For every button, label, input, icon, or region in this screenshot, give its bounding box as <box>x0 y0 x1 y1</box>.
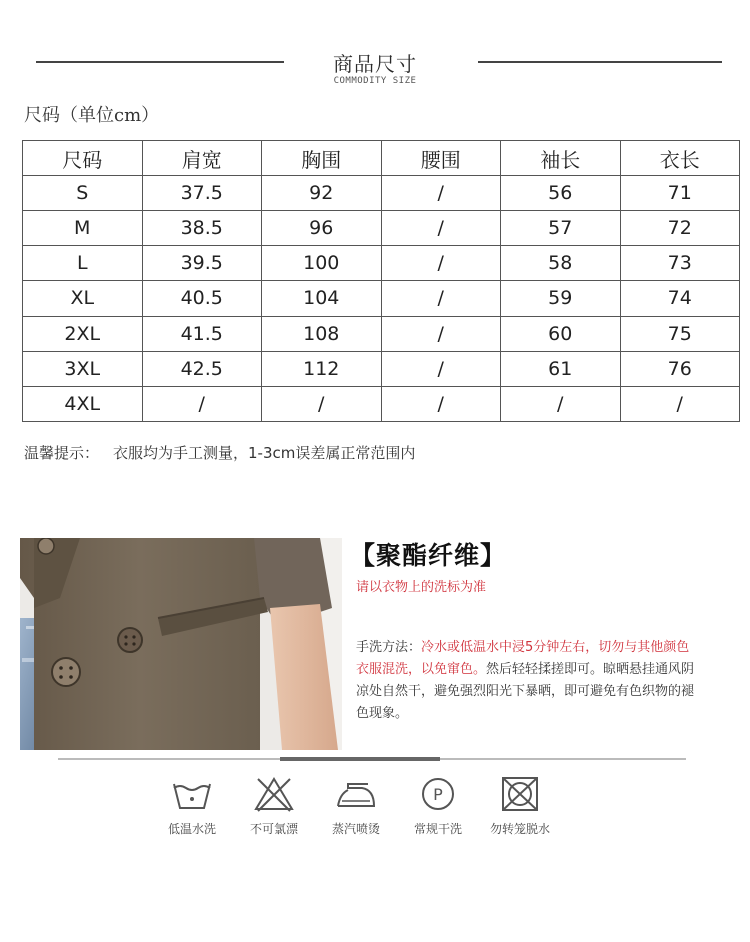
measurement-cell: / <box>142 386 262 421</box>
measurement-cell: 38.5 <box>142 211 262 246</box>
column-header: 胸围 <box>262 141 382 176</box>
care-item-low-temp-wash <box>150 776 234 837</box>
table-row <box>23 246 740 281</box>
column-header: 尺码 <box>23 141 143 176</box>
wash-label: 手洗方法： <box>356 640 422 655</box>
table-row <box>23 316 740 351</box>
measurement-cell: / <box>501 386 621 421</box>
size-label-cell: L <box>23 246 143 281</box>
measurement-cell: 104 <box>262 281 382 316</box>
care-item-no-bleach <box>232 776 316 837</box>
care-label: 蒸汽喷烫 <box>331 822 380 836</box>
measurement-cell: 57 <box>501 211 621 246</box>
measurement-cell: 37.5 <box>142 176 262 211</box>
measurement-tip <box>24 442 415 463</box>
wash-warning: 冷水或低温水中浸5分钟左右，切勿与其他颜色衣服混洗，以免窜色。 <box>356 640 690 677</box>
measurement-cell: / <box>381 176 501 211</box>
size-label-cell: 2XL <box>23 316 143 351</box>
measurement-cell: 75 <box>620 316 740 351</box>
measurement-cell: 56 <box>501 176 621 211</box>
no-tumble-dry-icon <box>498 776 542 812</box>
low-temp-wash-icon <box>170 776 214 812</box>
measurement-cell: / <box>262 386 382 421</box>
unit-note: 尺码（单位cm） <box>24 105 160 126</box>
size-label-cell: S <box>23 176 143 211</box>
product-photo <box>20 538 342 750</box>
section-header <box>0 40 750 92</box>
measurement-cell: 42.5 <box>142 351 262 386</box>
table-row <box>23 351 740 386</box>
size-table <box>22 140 740 422</box>
table-row <box>23 176 740 211</box>
jacket-detail-image <box>20 538 342 750</box>
header-rule-right <box>478 61 722 63</box>
measurement-cell: 61 <box>501 351 621 386</box>
column-header: 袖长 <box>501 141 621 176</box>
measurement-cell: 73 <box>620 246 740 281</box>
care-divider-accent <box>280 757 440 761</box>
care-item-steam-iron <box>314 776 398 837</box>
wash-instructions <box>356 637 696 725</box>
size-label-cell: M <box>23 211 143 246</box>
dry-clean-icon <box>416 776 460 812</box>
measurement-cell: 76 <box>620 351 740 386</box>
column-header: 腰围 <box>381 141 501 176</box>
care-label: 勿转笼脱水 <box>489 822 550 836</box>
size-label-cell: XL <box>23 281 143 316</box>
measurement-cell: / <box>381 351 501 386</box>
fabric-title: 【聚酯纤维】 <box>350 541 507 570</box>
measurement-cell: 72 <box>620 211 740 246</box>
measurement-cell: 41.5 <box>142 316 262 351</box>
measurement-cell: 60 <box>501 316 621 351</box>
tip-label: 温馨提示： <box>24 444 100 462</box>
measurement-cell: 40.5 <box>142 281 262 316</box>
size-table-body <box>23 176 740 422</box>
steam-iron-icon <box>334 776 378 812</box>
care-label: 不可氯漂 <box>249 822 298 836</box>
column-header: 肩宽 <box>142 141 262 176</box>
measurement-cell: 74 <box>620 281 740 316</box>
care-label: 低温水洗 <box>167 822 216 836</box>
wash-rest: 然后轻轻揉搓即可。晾晒悬挂通风阴凉处自然干，避免强烈阳光下暴晒，即可避免有色织物的褪色现象。 <box>356 662 695 721</box>
measurement-cell: / <box>620 386 740 421</box>
care-item-no-tumble-dry <box>478 776 562 837</box>
table-row <box>23 281 740 316</box>
measurement-cell: / <box>381 211 501 246</box>
column-header: 衣长 <box>620 141 740 176</box>
tip-text: 衣服均为手工测量，1-3cm误差属正常范围内 <box>113 444 416 462</box>
fabric-subtitle: 请以衣物上的洗标为准 <box>356 580 487 595</box>
measurement-cell: 71 <box>620 176 740 211</box>
measurement-cell: 92 <box>262 176 382 211</box>
measurement-cell: 100 <box>262 246 382 281</box>
measurement-cell: / <box>381 281 501 316</box>
care-item-dry-clean <box>396 776 480 837</box>
measurement-cell: 39.5 <box>142 246 262 281</box>
no-bleach-icon <box>252 776 296 812</box>
svg-text:P: P <box>433 785 443 804</box>
size-label-cell: 3XL <box>23 351 143 386</box>
measurement-cell: 59 <box>501 281 621 316</box>
measurement-cell: / <box>381 386 501 421</box>
measurement-cell: 58 <box>501 246 621 281</box>
table-row <box>23 386 740 421</box>
measurement-cell: 108 <box>262 316 382 351</box>
size-label-cell: 4XL <box>23 386 143 421</box>
measurement-cell: / <box>381 316 501 351</box>
measurement-cell: / <box>381 246 501 281</box>
measurement-cell: 96 <box>262 211 382 246</box>
measurement-cell: 112 <box>262 351 382 386</box>
table-header-row <box>23 141 740 176</box>
care-label: 常规干洗 <box>413 822 462 836</box>
table-row <box>23 211 740 246</box>
care-icons <box>150 776 570 856</box>
section-subtitle: COMMODITY SIZE <box>333 76 417 86</box>
section-title: 商品尺寸 <box>333 52 417 76</box>
